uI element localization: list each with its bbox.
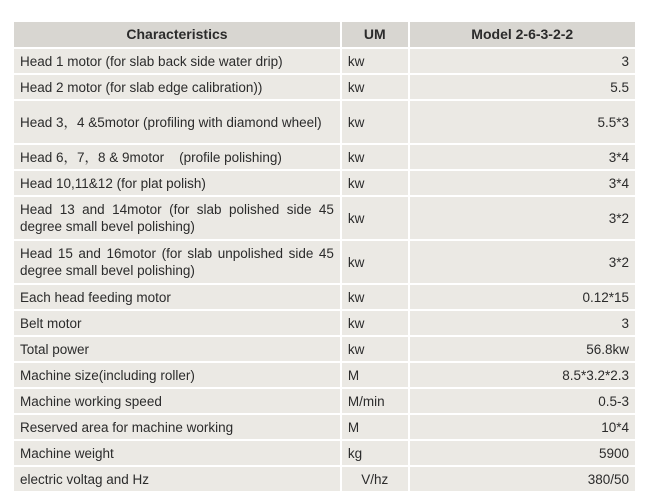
table-row [14, 171, 635, 195]
table-row [14, 197, 635, 239]
unit-cell: M [342, 363, 408, 387]
table-row [14, 389, 635, 413]
value-cell: 0.5-3 [410, 389, 635, 413]
table-row [14, 467, 635, 491]
value-cell: 3 [410, 311, 635, 335]
unit-cell: kw [342, 171, 408, 195]
characteristic-cell: Reserved area for machine working [14, 415, 340, 439]
unit-cell: kw [342, 75, 408, 99]
value-cell: 3 [410, 49, 635, 73]
table-row [14, 49, 635, 73]
value-cell: 56.8kw [410, 337, 635, 361]
header-um: UM [342, 22, 408, 47]
value-cell: 10*4 [410, 415, 635, 439]
header-model: Model 2-6-3-2-2 [410, 22, 635, 47]
characteristic-cell: Head 15 and 16motor (for slab unpolished side 45 degree small bevel polishing) [14, 241, 340, 283]
table-row [14, 415, 635, 439]
value-cell: 5.5 [410, 75, 635, 99]
unit-cell: kw [342, 101, 408, 143]
header-characteristics: Characteristics [14, 22, 340, 47]
unit-cell: M [342, 415, 408, 439]
characteristic-cell: Total power [14, 337, 340, 361]
value-cell: 3*4 [410, 171, 635, 195]
value-cell: 5.5*3 [410, 101, 635, 143]
characteristic-cell: Belt motor [14, 311, 340, 335]
table-row [14, 285, 635, 309]
characteristic-cell: Machine working speed [14, 389, 340, 413]
unit-cell: kw [342, 145, 408, 169]
table-row [14, 337, 635, 361]
characteristic-cell: Head 13 and 14motor (for slab polished side 45 degree small bevel polishing) [14, 197, 340, 239]
specification-table [12, 20, 637, 493]
unit-cell: M/min [342, 389, 408, 413]
unit-cell: kw [342, 49, 408, 73]
characteristic-cell: Machine weight [14, 441, 340, 465]
characteristic-cell: Each head feeding motor [14, 285, 340, 309]
table-row [14, 441, 635, 465]
value-cell: 5900 [410, 441, 635, 465]
value-cell: 3*2 [410, 197, 635, 239]
characteristic-cell: Head 2 motor (for slab edge calibration)) [14, 75, 340, 99]
header-row [14, 22, 635, 47]
characteristic-cell: electric voltag and Hz [14, 467, 340, 491]
table-row [14, 311, 635, 335]
value-cell: 3*2 [410, 241, 635, 283]
table-row [14, 75, 635, 99]
characteristic-cell: Machine size(including roller) [14, 363, 340, 387]
characteristic-cell: Head 10,11&12 (for plat polish) [14, 171, 340, 195]
value-cell: 8.5*3.2*2.3 [410, 363, 635, 387]
table-row [14, 363, 635, 387]
unit-cell: kw [342, 337, 408, 361]
value-cell: 380/50 [410, 467, 635, 491]
unit-cell: kw [342, 311, 408, 335]
table-row [14, 101, 635, 143]
characteristic-cell: Head 1 motor (for slab back side water drip) [14, 49, 340, 73]
unit-cell: kg [342, 441, 408, 465]
unit-cell: kw [342, 241, 408, 283]
table-row [14, 241, 635, 283]
table-row [14, 145, 635, 169]
unit-cell: kw [342, 197, 408, 239]
unit-cell: kw [342, 285, 408, 309]
value-cell: 3*4 [410, 145, 635, 169]
value-cell: 0.12*15 [410, 285, 635, 309]
characteristic-cell: Head 6，7，8 & 9motor (profile polishing) [14, 145, 340, 169]
characteristic-cell: Head 3，4 &5motor (profiling with diamond wheel) [14, 101, 340, 143]
unit-cell: V/hz [342, 467, 408, 491]
